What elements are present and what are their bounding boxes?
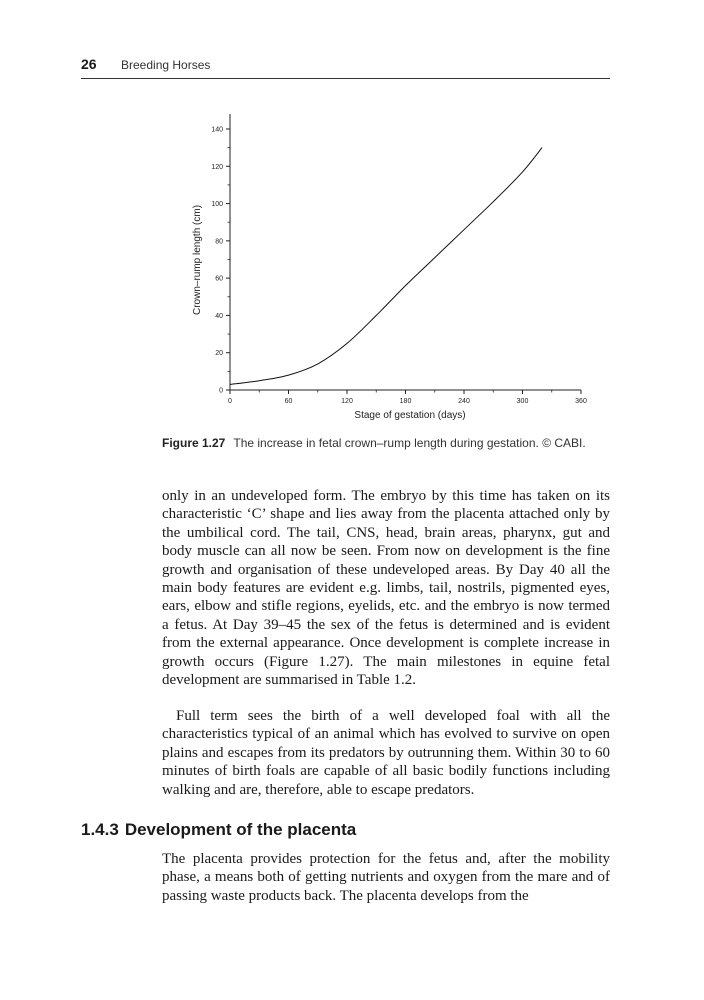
chart-ticks xyxy=(211,127,587,406)
y-tick-label: 20 xyxy=(215,350,223,358)
chart-series xyxy=(230,148,542,385)
y-tick-label: 40 xyxy=(215,312,223,320)
figure-label: Figure 1.27 xyxy=(162,436,226,450)
x-tick-label: 60 xyxy=(284,398,293,405)
y-tick-label: 120 xyxy=(211,163,223,171)
y-tick-label: 140 xyxy=(211,126,223,134)
figure-caption-text: The increase in fetal crown–rump length during gestation. © CABI. xyxy=(233,436,586,450)
page-number: 26 xyxy=(81,56,97,72)
section-heading xyxy=(81,820,356,840)
y-tick-label: 0 xyxy=(219,387,223,395)
y-tick-label: 60 xyxy=(215,275,223,283)
section-number: 1.4.3 xyxy=(81,820,119,839)
paragraph-3: The placenta provides protection for the fetus and, after the mobility phase, a means both of getting nutrients and oxygen from the mare and of passing waste products back. The placenta develops from the xyxy=(162,851,610,904)
x-tick-label: 180 xyxy=(399,398,412,405)
x-tick-label: 0 xyxy=(228,398,232,405)
paragraph-2: Full term sees the birth of a well developed foal with all the characteristics typical of an animal which has evolved to survive on open plains and escapes from its predators by outrunning them. Within 30 to 60 minutes of birth foals are capable of all basic bodily functions including walking and are, therefore, able to escape predators. xyxy=(162,708,610,798)
growth-curve-line xyxy=(230,148,542,385)
x-axis-label: Stage of gestation (days) xyxy=(354,410,466,421)
y-tick-label: 80 xyxy=(215,238,223,246)
x-tick-label: 300 xyxy=(516,398,529,405)
x-tick-label: 360 xyxy=(575,398,587,405)
paragraph-1: only in an undeveloped form. The embryo by this time has taken on its characteristic ‘C’ shape and lies away from the placenta attached only by the umbilical cord. The tail, CNS, head, brain areas, pharynx, gut and body muscle can all now be seen. From now on development is the fine growth and organisation of these undeveloped areas. By Day 40 all the main body features are evident e.g. limbs, tail, nostrils, pigmented eyes, ears, elbow and stifle regions, eyelids, etc. and the embryo is now termed a fetus. At Day 39–45 the sex of the fetus is determined and is evident from the external appearance. Once development is complete increase in growth occurs (Figure 1.27). The main milestones in equine fetal development are summarised in Table 1.2. xyxy=(162,488,610,689)
running-header xyxy=(81,56,610,79)
chart-axes xyxy=(230,114,581,390)
x-tick-label: 240 xyxy=(458,398,470,405)
y-tick-label: 100 xyxy=(211,201,223,209)
gestation-chart xyxy=(180,100,600,430)
section-title: Development of the placenta xyxy=(124,820,357,839)
figure-caption xyxy=(162,436,612,450)
y-axis-label: Crown–rump length (cm) xyxy=(192,204,203,316)
running-title: Breeding Horses xyxy=(121,58,211,72)
x-tick-label: 120 xyxy=(341,398,353,405)
